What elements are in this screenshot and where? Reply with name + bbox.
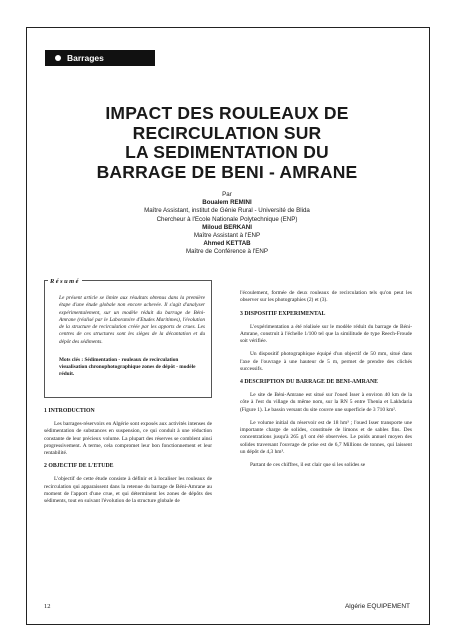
title-line: LA SEDIMENTATION DU <box>125 142 329 162</box>
author-role: Maître Assistant à l'ENP <box>193 232 261 240</box>
author-name: Boualem REMINI <box>202 199 252 207</box>
author-role: Chercheur à l'Ecole Nationale Polytechnique (ENP) <box>156 215 298 223</box>
section-heading: 1 INTRODUCTION <box>44 408 95 414</box>
keywords-text: Mots clés : Sédimentation - rouleaux de recirculation visualisation chronophotographique zones de dépôt - modèle réduit. <box>59 357 196 378</box>
abstract-heading: Résumé <box>50 278 80 285</box>
section-banner <box>45 50 155 66</box>
bullet-icon <box>55 55 61 61</box>
section-heading: 4 DESCRIPTION DU BARRAGE DE BENI-AMRANE <box>240 379 379 385</box>
body-paragraph: L'expérimentation a été réalisée sur le modèle réduit du barrage de Béni-Amrane, construit à l'échelle 1/100 tel que la similitude de type Reech-Froude soit vérifiée. <box>240 323 412 344</box>
left-column <box>44 402 212 511</box>
author-role: Maître de Conférence à l'ENP <box>185 248 268 256</box>
publication-name: Algérie EQUIPEMENT <box>344 603 410 610</box>
abstract-box <box>44 280 212 398</box>
title-line: BARRAGE DE BENI - AMRANE <box>96 161 358 182</box>
section-label: Barrages <box>67 53 104 63</box>
section-heading: 3 DISPOSITIF EXPERIMENTAL <box>240 310 326 317</box>
author-name: Miloud BERKANI <box>202 223 252 231</box>
right-column <box>240 290 412 475</box>
body-paragraph: l'écoulement, formée de deux rouleaux de recirculation tels qu'on peut les observer sur les photographies (2) et (3). <box>240 290 412 304</box>
page-number: 12 <box>44 603 51 610</box>
article-title <box>60 104 394 182</box>
body-paragraph: L'objectif de cette étude consiste à définir et à localiser les rouleaux de recirculation qui apparaissent dans la retenue du barrage de Béni-Amrane au moment de l'apport d'une crue, et qui déterminent les zones de dépôts des sédiments, tout en suivant l'évolution de la structure globale de <box>44 476 212 504</box>
body-paragraph: Le volume initial du réservoir est de 18 hm³ ; l'oued Isser transporte une importante charge de solides, constituée de limons et de sables fins. Des concentrations jusqu'à 265 g/l ont été observées. Le poids annuel moyen des solides traversant l'ouvrage de prise est de 6,7 Millions de tonnes, qui laissent un dépôt de 4,3 hm³. <box>240 419 412 455</box>
body-paragraph: Le site de Béni-Amrane est situé sur l'oued Isser à environ 40 km de la côte à l'est du village du même nom, sur la RN 5 entre Thenia et Lakhdaria (Figure 1). Le bassin versant du site couvre une superficie de 3 710 km². <box>240 392 412 413</box>
body-paragraph: Les barrages-réservoirs en Algérie sont exposés aux activités intenses de sédimentation de substances en suspension, ce qui conduit à une réduction constante de leur précieux volume. La plupart des réserves se comblent ainsi progressivement. A terme, cela compromet leur bon fonctionnement et leur rentabilité. <box>44 421 212 456</box>
author-name: Ahmed KETTAB <box>203 240 251 248</box>
body-paragraph: Partant de ces chiffres, il est clair que si les solides se <box>250 462 366 468</box>
section-heading: 2 OBJECTIF DE L'ETUDE <box>44 463 114 470</box>
par-label: Par <box>222 191 232 198</box>
title-line: RECIRCULATION SUR <box>132 122 322 143</box>
author-block <box>60 191 394 257</box>
author-role: Maître Assistant, institut de Génie Rural - Université de Blida <box>144 207 310 215</box>
body-paragraph: Un dispositif photographique équipé d'un objectif de 50 mm, situé dans l'axe de l'ouvrage à une hauteur de 5 m, permet de prendre des clichés successifs. <box>240 351 412 372</box>
title-line: IMPACT DES ROULEAUX DE <box>105 103 349 123</box>
abstract-text: Le présent article se limite aux résultats obtenus dans la première étape d'une étude globale non encore achevée. Il s'agit d'analyser expérimentalement, sur un modèle réduit du barrage de Béni-Amrane (réalisé par le Laboratoire d'Etudes Maritimes), l'évolution de la structure de recirculation créée par les apports de crues. Les centres de ces structures sont les sièges de la décantation et du dépôt des sédiments. <box>59 295 205 345</box>
